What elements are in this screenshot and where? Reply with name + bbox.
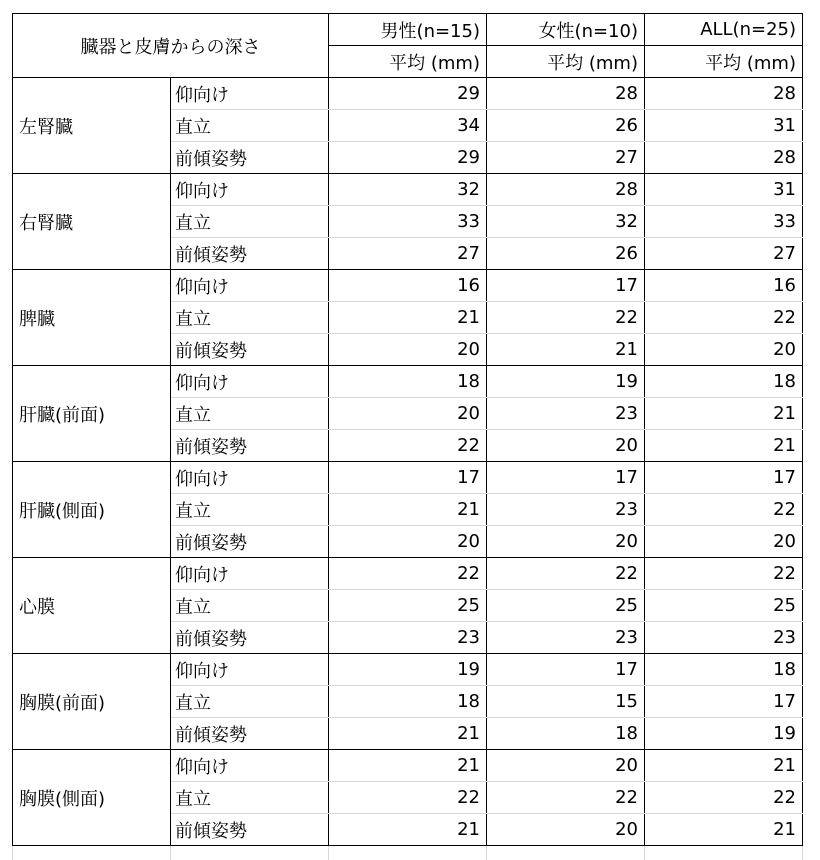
value-female: 22 [487, 558, 645, 590]
value-female: 21 [487, 334, 645, 366]
value-male: 17 [329, 462, 487, 494]
sub-header-all: 平均 (mm) [645, 46, 803, 78]
value-all: 28 [645, 142, 803, 174]
value-male: 18 [329, 366, 487, 398]
value-male: 21 [329, 814, 487, 846]
value-all: 18 [645, 366, 803, 398]
organ-label: 心膜 [13, 558, 171, 654]
value-male: 21 [329, 750, 487, 782]
posture-label: 仰向け [171, 750, 329, 782]
value-male: 19 [329, 654, 487, 686]
value-all: 21 [645, 398, 803, 430]
posture-label: 前傾姿勢 [171, 430, 329, 462]
value-male: 27 [329, 238, 487, 270]
value-all: 21 [645, 814, 803, 846]
value-female: 18 [487, 718, 645, 750]
value-male: 25 [329, 590, 487, 622]
empty-cell [487, 846, 645, 860]
value-all: 20 [645, 526, 803, 558]
sub-header-male: 平均 (mm) [329, 46, 487, 78]
value-all: 25 [645, 590, 803, 622]
value-male: 22 [329, 558, 487, 590]
empty-cell [13, 846, 171, 860]
value-all: 33 [645, 206, 803, 238]
posture-label: 直立 [171, 686, 329, 718]
value-female: 20 [487, 526, 645, 558]
value-female: 25 [487, 590, 645, 622]
organ-label: 肝臓(前面) [13, 366, 171, 462]
value-male: 22 [329, 430, 487, 462]
posture-label: 仰向け [171, 654, 329, 686]
table-row [13, 750, 803, 782]
value-female: 26 [487, 110, 645, 142]
value-female: 19 [487, 366, 645, 398]
value-female: 20 [487, 430, 645, 462]
table-row [13, 558, 803, 590]
value-all: 17 [645, 686, 803, 718]
table-row [13, 654, 803, 686]
empty-cell [645, 846, 803, 860]
posture-label: 仰向け [171, 174, 329, 206]
value-male: 23 [329, 622, 487, 654]
value-male: 21 [329, 302, 487, 334]
value-female: 22 [487, 302, 645, 334]
value-all: 28 [645, 78, 803, 110]
value-male: 22 [329, 782, 487, 814]
value-all: 31 [645, 110, 803, 142]
value-all: 16 [645, 270, 803, 302]
value-female: 28 [487, 78, 645, 110]
table-row [13, 462, 803, 494]
value-male: 29 [329, 142, 487, 174]
value-all: 22 [645, 782, 803, 814]
value-female: 17 [487, 462, 645, 494]
table-row [13, 366, 803, 398]
group-header-female: 女性(n=10) [487, 14, 645, 46]
value-male: 29 [329, 78, 487, 110]
table-row [13, 174, 803, 206]
value-female: 26 [487, 238, 645, 270]
posture-label: 直立 [171, 494, 329, 526]
value-all: 22 [645, 494, 803, 526]
value-all: 31 [645, 174, 803, 206]
group-header-all: ALL(n=25) [645, 14, 803, 46]
value-male: 21 [329, 718, 487, 750]
table-row [13, 270, 803, 302]
posture-label: 仰向け [171, 366, 329, 398]
group-header-male: 男性(n=15) [329, 14, 487, 46]
value-all: 21 [645, 750, 803, 782]
value-female: 32 [487, 206, 645, 238]
value-female: 27 [487, 142, 645, 174]
value-female: 28 [487, 174, 645, 206]
value-all: 22 [645, 558, 803, 590]
posture-label: 前傾姿勢 [171, 622, 329, 654]
value-male: 16 [329, 270, 487, 302]
value-male: 20 [329, 334, 487, 366]
posture-label: 前傾姿勢 [171, 334, 329, 366]
value-male: 34 [329, 110, 487, 142]
posture-label: 前傾姿勢 [171, 814, 329, 846]
value-female: 17 [487, 654, 645, 686]
value-female: 23 [487, 622, 645, 654]
posture-label: 仰向け [171, 78, 329, 110]
posture-label: 前傾姿勢 [171, 526, 329, 558]
value-female: 15 [487, 686, 645, 718]
value-all: 18 [645, 654, 803, 686]
table-title: 臓器と皮膚からの深さ [13, 14, 329, 78]
value-all: 17 [645, 462, 803, 494]
value-all: 22 [645, 302, 803, 334]
value-male: 33 [329, 206, 487, 238]
organ-label: 右腎臓 [13, 174, 171, 270]
value-female: 22 [487, 782, 645, 814]
value-male: 20 [329, 526, 487, 558]
value-female: 17 [487, 270, 645, 302]
organ-label: 肝臓(側面) [13, 462, 171, 558]
table-body [13, 78, 803, 860]
posture-label: 仰向け [171, 462, 329, 494]
sub-header-female: 平均 (mm) [487, 46, 645, 78]
posture-label: 前傾姿勢 [171, 142, 329, 174]
value-all: 20 [645, 334, 803, 366]
value-all: 27 [645, 238, 803, 270]
value-male: 18 [329, 686, 487, 718]
posture-label: 仰向け [171, 270, 329, 302]
value-female: 23 [487, 398, 645, 430]
empty-cell [329, 846, 487, 860]
organ-label: 胸膜(側面) [13, 750, 171, 846]
posture-label: 直立 [171, 590, 329, 622]
organ-label: 左腎臓 [13, 78, 171, 174]
table-row [13, 78, 803, 110]
posture-label: 仰向け [171, 558, 329, 590]
value-all: 23 [645, 622, 803, 654]
value-female: 20 [487, 750, 645, 782]
posture-label: 直立 [171, 782, 329, 814]
empty-cell [171, 846, 329, 860]
empty-grid-row [13, 846, 803, 860]
value-male: 20 [329, 398, 487, 430]
posture-label: 直立 [171, 206, 329, 238]
organ-label: 脾臓 [13, 270, 171, 366]
value-male: 32 [329, 174, 487, 206]
depth-table [12, 13, 803, 860]
posture-label: 前傾姿勢 [171, 718, 329, 750]
posture-label: 前傾姿勢 [171, 238, 329, 270]
posture-label: 直立 [171, 110, 329, 142]
value-male: 21 [329, 494, 487, 526]
value-all: 21 [645, 430, 803, 462]
organ-label: 胸膜(前面) [13, 654, 171, 750]
posture-label: 直立 [171, 398, 329, 430]
posture-label: 直立 [171, 302, 329, 334]
value-female: 23 [487, 494, 645, 526]
value-female: 20 [487, 814, 645, 846]
value-all: 19 [645, 718, 803, 750]
